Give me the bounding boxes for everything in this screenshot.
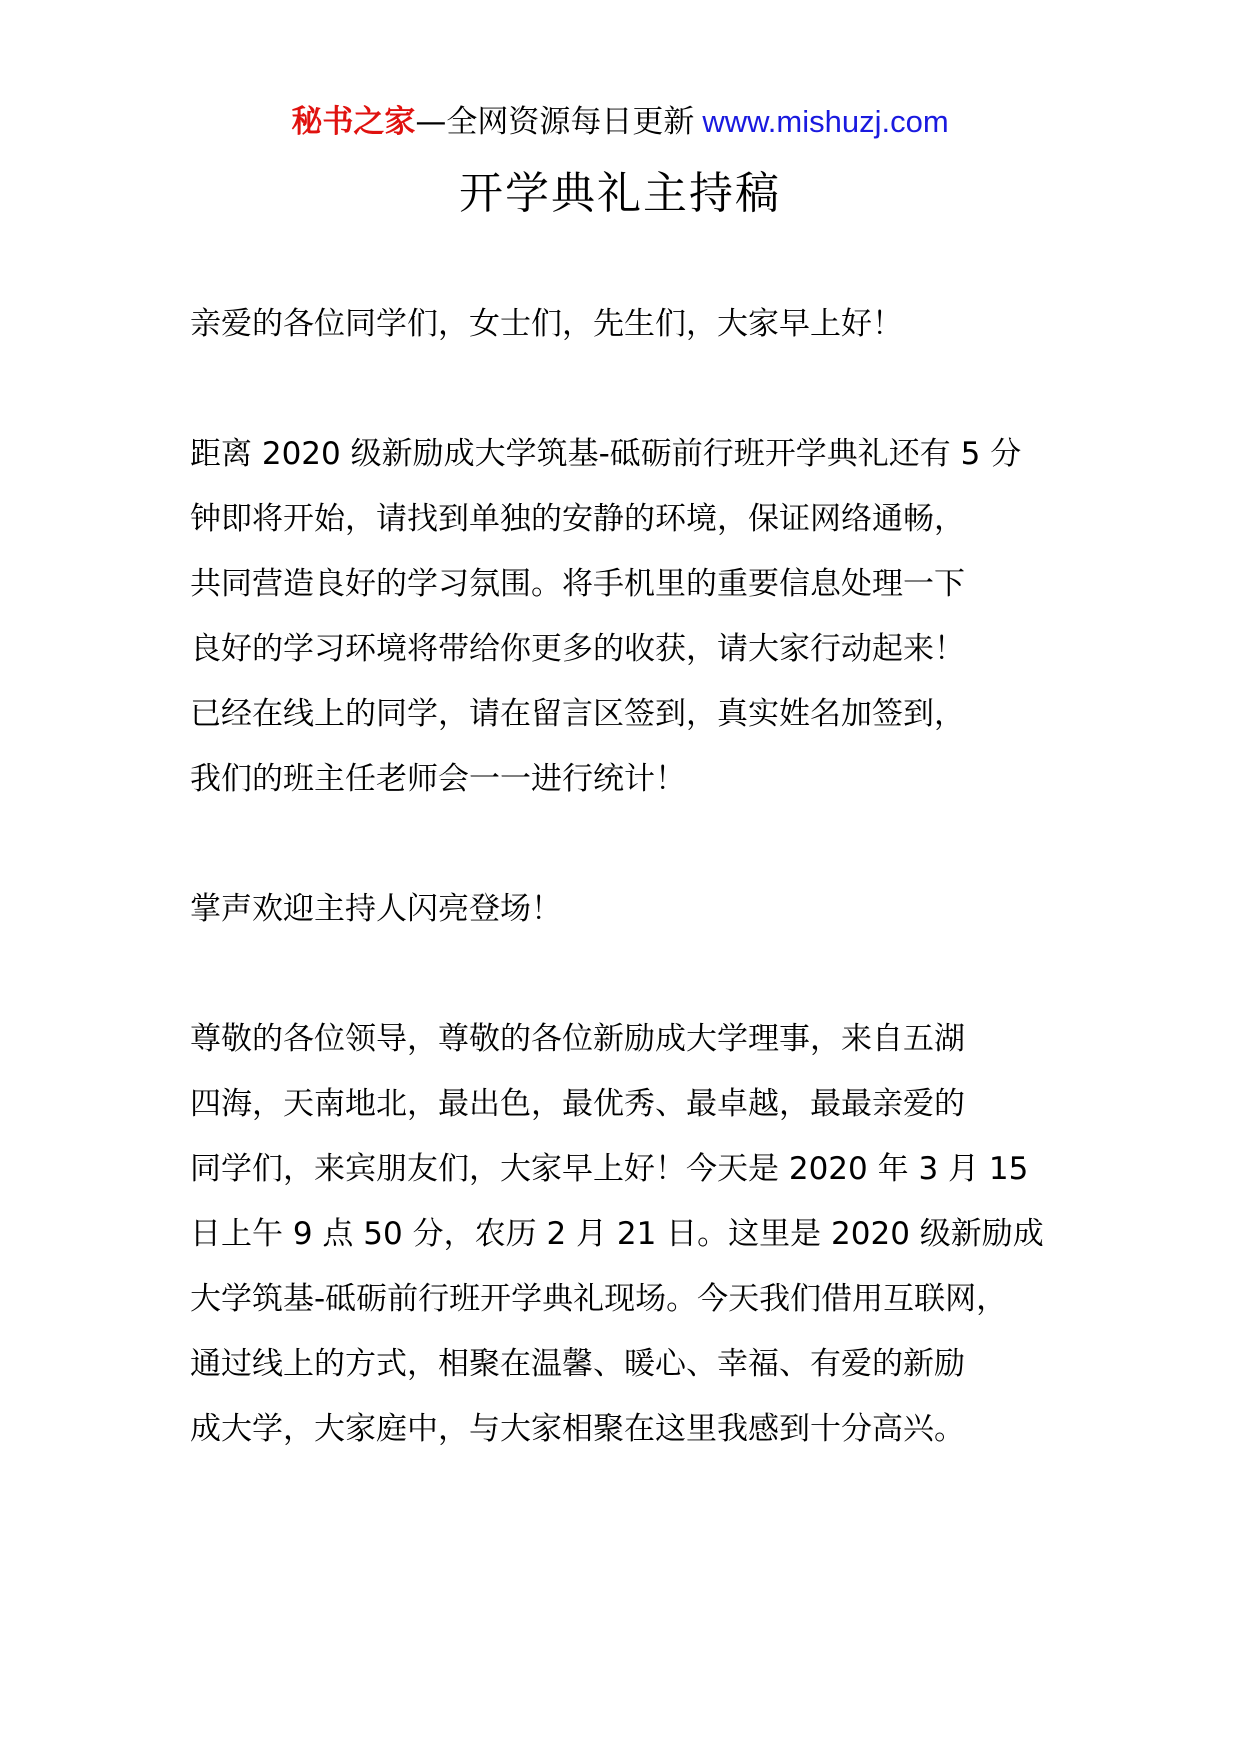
site-url-link[interactable]: www.mishuzj.com	[702, 104, 949, 139]
applause-paragraph: 掌声欢迎主持人闪亮登场！	[190, 891, 562, 927]
document-title: 开学典礼主持稿	[459, 168, 781, 219]
document-body	[190, 292, 1070, 1462]
site-tagline: —全网资源每日更新	[415, 104, 695, 140]
countdown-paragraph: 距离 2020 级新励成大学筑基-砥砺前行班开学典礼还有 5 分 钟即将开始，请找到单独的安静的环境，保证网络通畅， 共同营造良好的学习氛围。将手机里的重要信息处理一下 良好的学习环境将带给你更多的收获，请大家行动起来！ 已经在线上的同学，请在留言区签到，真实姓名加签到， 我们的班主任老师会一一进行统计！	[190, 436, 1022, 797]
site-header	[0, 100, 1240, 144]
greeting-paragraph: 亲爱的各位同学们，女士们，先生们，大家早上好！	[190, 306, 903, 342]
opening-speech-paragraph: 尊敬的各位领导，尊敬的各位新励成大学理事，来自五湖 四海，天南地北，最出色，最优秀、最卓越，最最亲爱的 同学们，来宾朋友们，大家早上好！今天是 2020 年 3 月 15 日上午 9 点 50 分，农历 2 月 21 日。这里是 2020 级新励成 大学筑基-砥砺前行班开学典礼现场。今天我们借用互联网， 通过线上的方式，相聚在温馨、暖心、幸福、有爱的新励 成大学，大家庭中，与大家相聚在这里我感到十分高兴。	[190, 1021, 1044, 1447]
brand-name: 秘书之家	[291, 104, 416, 140]
